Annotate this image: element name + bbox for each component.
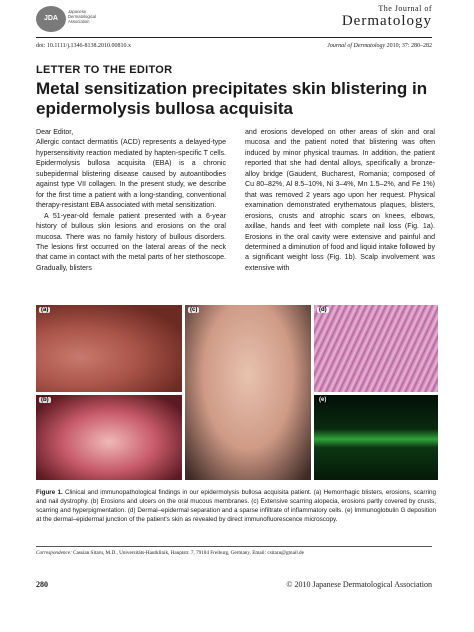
figure-caption [36,488,436,524]
figure-caption-label: Figure 1. [36,489,63,496]
panel-label-b: (b) [41,397,49,403]
journal-ref-volume: 2010; 37: 280–282 [385,43,432,49]
journal-name: Dermatology [341,13,432,29]
journal-name-top: The Journal of [378,4,432,13]
copyright: © 2010 Japanese Dermatological Association [286,580,432,589]
doi[interactable]: doi: 10.1111/j.1346-8138.2010.00810.x [36,43,131,49]
body-column-left [36,128,226,274]
journal-reference [327,43,432,49]
society-line-2: Dermatological [68,14,96,19]
society-name [68,9,128,24]
society-line-1: Japanese [68,9,87,14]
salutation: Dear Editor, [36,129,74,136]
jda-logo: JDA [36,6,66,32]
figure-panel-b-oral-photo [36,395,182,480]
society-line-3: Association [68,19,90,24]
figure-panel-a-hands-photo [36,305,182,392]
paragraph-case: A 51-year-old female patient presented with a 6-year history of bullous skin lesions and erosions on the oral mucosa. There was no family history of bullous disorders. The lesions first occurred on the lateral areas of the neck that came in contact with the metal parts of her stethoscope. Gradually, blisters [36,212,226,272]
article-title: Metal sensitization precipitates skin blistering in epidermolysis bullosa acquisita [36,79,428,118]
figure-caption-text: Clinical and immunopathological findings in our epidermolysis bullosa acquisita patient. (a) Hemorrhagic blisters, erosions, scarring and nail dystrophy. (b) Erosions and ulcers on the oral mucous membranes. (c) Extensive scarring alopecia, erosions partly covered by crusts, scarring and hyperpigmentation. (d) Dermal–epidermal separation and a sparse infiltrate of inflammatory cells. (e) Immunoglobulin G deposition at the dermal–epidermal junction of the patient's skin as revealed by direct immunofluorescence microscopy. [36,489,437,523]
body-column-right [245,128,435,274]
panel-label-d: (d) [319,307,327,313]
paragraph-intro: Allergic contact dermatitis (ACD) represents a delayed-type hypersensitivity reaction mediated by hapten-specific T cells. Epidermolysis bullosa acquisita (EBA) is a chronic subepidermal blistering disease caused by autoantibodies against type VII collagen. In the present study, we describe for the first time a patient with a long-standing, conventional therapy-resistant EBA associated with metal sensitization. [36,139,226,210]
header-divider [36,37,432,38]
correspondence-text: Cassian Sitaru, M.D., Universitäts-Hautklinik, Hauptstr. 7, 79104 Freiburg, Germany. Email: csitaru@gmail.de [71,550,304,556]
figure-panel-e-immunofluorescence [314,395,438,480]
paragraph-continued: and erosions developed on other areas of skin and oral mucosa and the patient noted that blistering was often induced by minor physical traumas. In addition, the patient reported that she had dental alloys, specifically a bronze-alloy bridge (Gaudent, Bucharest, Romania; composed of Cu 80–82%, Al 8.5–10%, Ni 3–4%, Mn 1.5–2%, and Fe 1%) that was removed 2 years ago upon her request. Physical examination demonstrated erythematous plaques, blisters, erosions, crusts and atrophic scars on knees, elbows, axillae, hands and feet with complete nail loss (Fig. 1a). Erosions in the oral cavity were extensive and painful and determined a diminution of food and liquid intake followed by a significant weight loss (Fig. 1b). Scalp involvement was extensive with [245,129,435,272]
page-number: 280 [36,580,48,589]
correspondence-label: Correspondence: [36,550,72,556]
panel-label-c: (c) [190,307,198,313]
correspondence-note [36,550,304,556]
journal-ref-name: Journal of Dermatology [327,43,386,49]
panel-label-e: (e) [319,397,327,403]
figure-panel-d-histology [314,305,438,392]
footnote-divider [36,546,432,547]
figure-panel-c-scalp-photo [185,305,311,480]
panel-label-a: (a) [41,307,49,313]
section-heading: LETTER TO THE EDITOR [36,64,173,76]
